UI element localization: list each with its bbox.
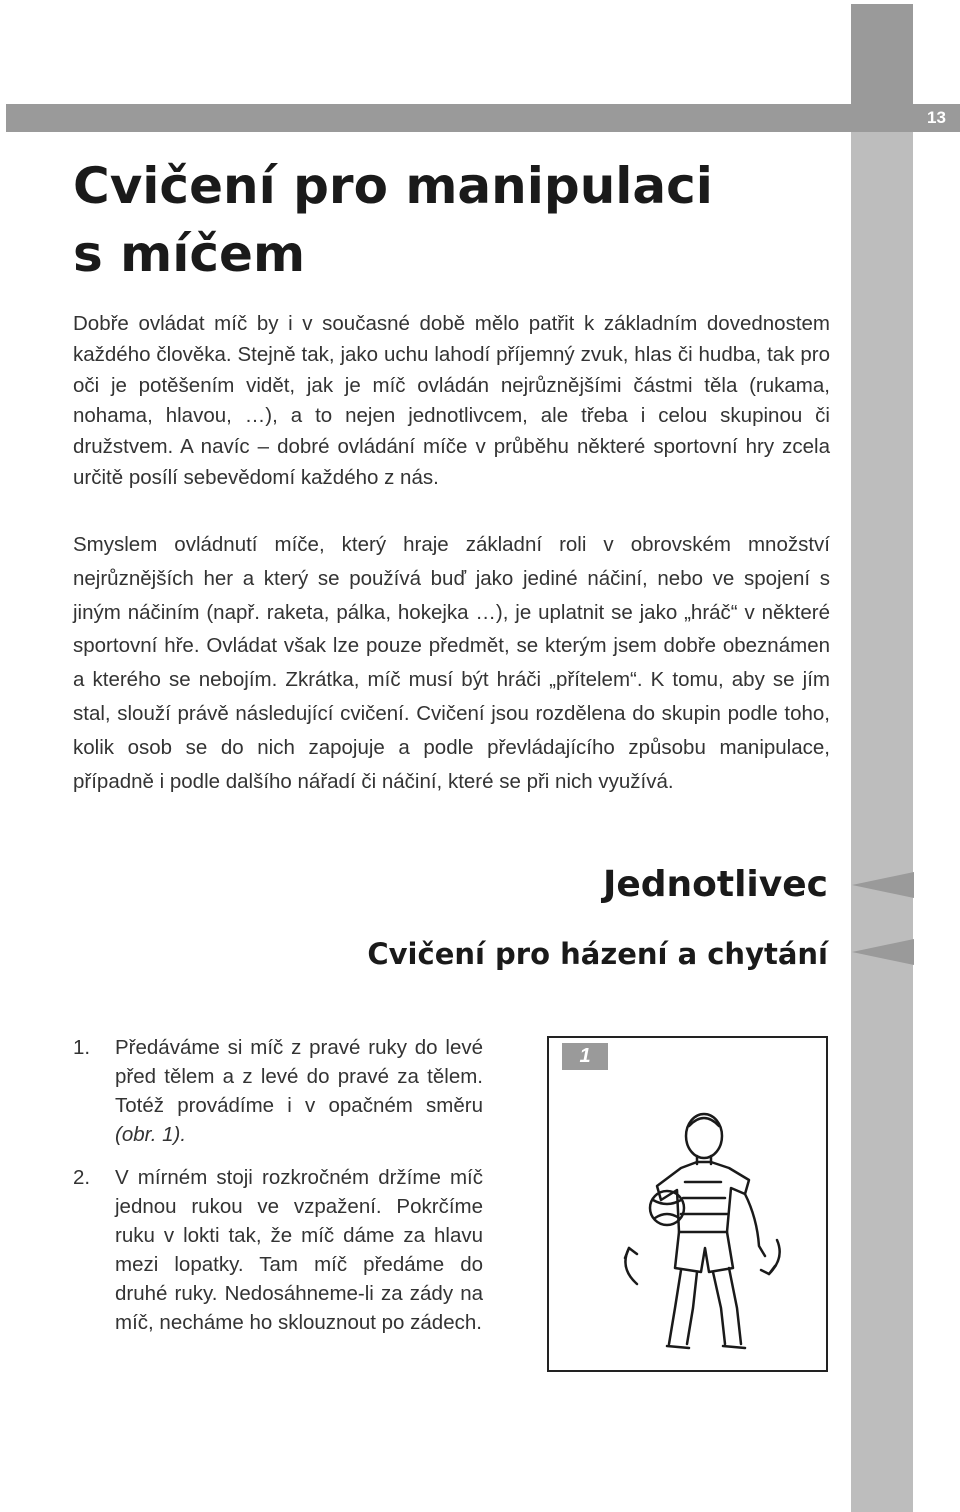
chapter-title <box>73 152 843 288</box>
page-number: 13 <box>927 108 946 127</box>
exercise-description: Předáváme si míč z pravé ruky do levé před tělem a z levé do pravé za tělem. Totéž provádíme i v opačném směru <box>115 1036 483 1117</box>
exercise-list <box>73 1033 483 1351</box>
section-title: Jednotlivec <box>602 864 828 905</box>
figure-1 <box>547 1036 828 1372</box>
header-bar <box>6 104 960 132</box>
figure-reference: (obr. 1). <box>115 1123 187 1146</box>
side-margin-bar-top <box>851 4 913 104</box>
figure-label: 1 <box>562 1043 608 1070</box>
chapter-title-line-1: Cvičení pro manipulaci <box>73 157 713 215</box>
section-marker-triangle-icon <box>852 872 914 898</box>
intro-paragraph: Dobře ovládat míč by i v současné době mělo patřit k základním dovednostem každého člověka. Stejně tak, jako uchu lahodí příjemný zvuk, hlas či hudba, tak pro oči je potěšením vidět, jak je míč ovládán nejrůznějšími částmi těla (rukama, nohama, hlavou, …), a to nejen jednotlivcem, ale třeba i celou skupinou či družstvem. A navíc – dobré ovládání míče v průběhu některé sportovní hry zcela určitě posílí sebevědomí každého z nás. <box>73 312 830 489</box>
purpose-paragraph: Smyslem ovládnutí míče, který hraje základní roli v obrovském množství nejrůznějších her a který se používá buď jako jediné náčiní, nebo ve spojení s jiným náčiním (např. raketa, pálka, hokejka …), je uplatnit se jako „hráč“ v některé sportovní hře. Ovládat však lze pouze předmět, se kterým jsem dobře obeznámen a kterého se nebojím. Zkrátka, míč musí být hráči „přítelem“. K tomu, aby se jím stal, slouží právě následující cvičení. Cvičení jsou rozdělena do skupin podle toho, kolik osob se do nich zapojuje a podle převládajícího způsobu manipulace, případně i podle dalšího nářadí či náčiní, které se při nich využívá. <box>73 533 830 793</box>
exercise-item <box>73 1163 483 1337</box>
exercise-item <box>73 1033 483 1149</box>
chapter-title-line-2: s míčem <box>73 225 306 283</box>
exercise-number: 2. <box>73 1166 91 1189</box>
subsection-marker-triangle-icon <box>852 939 914 965</box>
exercise-text <box>115 1033 483 1149</box>
exercise-description: V mírném stoji rozkročném držíme míč jednou rukou ve vzpažení. Pokrčíme ruku v lokti tak, že míč dáme za hlavu mezi lopatky. Tam míč předáme do druhé ruky. Nedosáhneme-li za zády na míč, necháme ho sklouznout po zádech. <box>115 1166 483 1334</box>
side-margin-bar <box>851 4 913 1512</box>
player-passing-ball-illustration <box>609 1108 799 1358</box>
exercise-text <box>115 1163 483 1337</box>
subsection-title: Cvičení pro házení a chytání <box>367 937 828 971</box>
exercise-number: 1. <box>73 1036 91 1059</box>
